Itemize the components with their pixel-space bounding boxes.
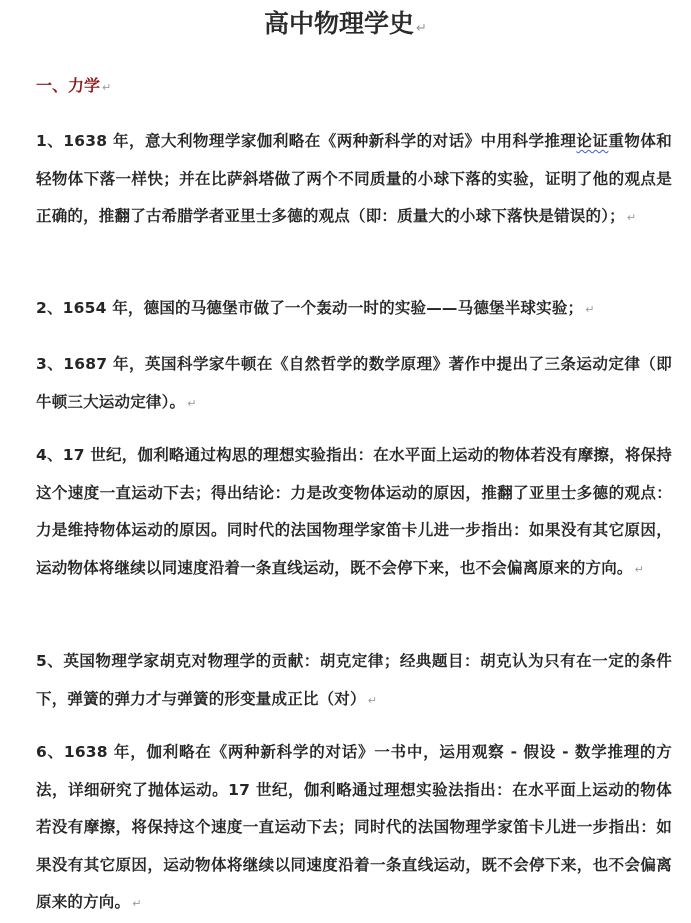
history-item-6: [36, 734, 672, 923]
history-item-text: 重物体和轻物体下落一样快；并在比萨斜塔做了两个不同质量的小球下落的实验，证明了他的观点是正确的，推翻了古希腊学者亚里士多德的观点（即：质量大的小球下落快是错误的）；: [36, 132, 672, 225]
spellcheck-flagged-word: 论证: [576, 132, 609, 150]
section-heading-mechanics: [36, 72, 111, 102]
document-title-text: 高中物理学史: [264, 9, 415, 38]
history-item-4: [36, 437, 672, 588]
section-heading-text: 一、力学: [36, 76, 101, 95]
history-item-text: 2、1654 年，德国的马德堡市做了一个轰动一时的实验——马德堡半球实验；: [36, 299, 584, 317]
history-item-2: [36, 290, 672, 329]
history-item-text: 1、1638 年，意大利物理学家伽利略在《两种新科学的对话》中用科学推理: [36, 132, 577, 150]
paragraph-mark-icon: ↵: [102, 81, 112, 94]
paragraph-mark-icon: ↵: [634, 562, 645, 576]
history-item-text: 4、17 世纪，伽利略通过构思的理想实验指出：在水平面上运动的物体若没有摩擦，将保持这个速度一直运动下去；得出结论：力是改变物体运动的原因，推翻了亚里士多德的观点：力是维持物体运动的原因。同时代的法国物理学家笛卡儿进一步指出：如果没有其它原因，运动物体将继续以同速度沿着一条直线运动，既不会停下来，也不会偏离原来的方向。: [36, 446, 672, 577]
history-item-1: [36, 123, 672, 237]
document-title: [0, 4, 691, 49]
paragraph-mark-icon: ↵: [585, 303, 595, 316]
history-item-text: 6、1638 年，伽利略在《两种新科学的对话》一书中，运用观察 - 假设 - 数学推理的方法，详细研究了抛体运动。17 世纪，伽利略通过理想实验法指出：在水平面上运动的物体若没有摩擦，将保持这个速度一直运动下去；同时代的法国物理学家笛卡儿进一步指出：如果没有其它原因，运动物体将继续以同速度沿着一条直线运动，既不会停下来，也不会偏离原来的方向。: [36, 743, 672, 911]
paragraph-mark-icon: ↵: [626, 211, 637, 224]
paragraph-mark-icon: ↵: [132, 897, 142, 910]
history-item-text: 3、1687 年，英国科学家牛顿在《自然哲学的数学原理》著作中提出了三条运动定律（即牛顿三大运动定律）。: [36, 355, 672, 411]
history-item-text: 5、英国物理学家胡克对物理学的贡献：胡克定律；经典题目：胡克认为只有在一定的条件下，弹簧的弹力才与弹簧的形变量成正比（对）: [36, 652, 672, 708]
paragraph-mark-icon: ↵: [187, 396, 197, 410]
paragraph-mark-icon: ↵: [367, 693, 378, 707]
paragraph-mark-icon: ↵: [416, 21, 427, 36]
history-item-5: [36, 643, 672, 719]
history-item-3: [36, 346, 672, 422]
